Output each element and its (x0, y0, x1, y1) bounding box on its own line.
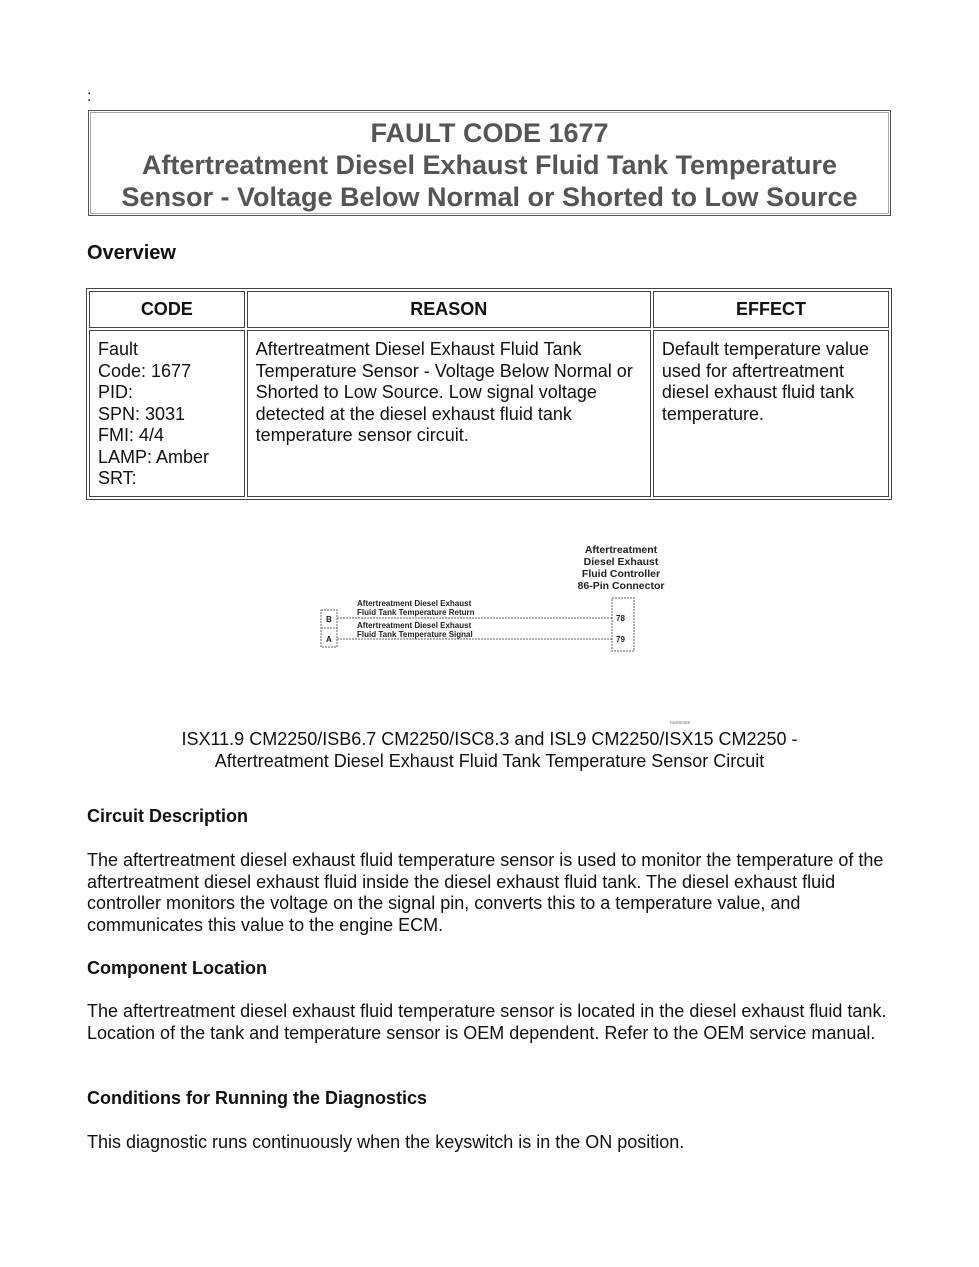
fault-code-title: FAULT CODE 1677 (370, 118, 609, 148)
code-srt: SRT: (98, 468, 137, 488)
figure-id: h6d00459 (670, 720, 691, 725)
page-marker: : (87, 88, 92, 105)
header-effect: EFFECT (653, 291, 889, 328)
code-fmi: FMI: 4/4 (98, 425, 165, 445)
code-pid: PID: (98, 382, 134, 402)
code-number: Code: 1677 (98, 360, 192, 381)
wire-return-label-1: Aftertreatment Diesel Exhaust (357, 599, 472, 608)
fault-description-line-1: Aftertreatment Diesel Exhaust Fluid Tank Temperature (141, 150, 838, 180)
overview-table (86, 288, 892, 500)
code-cell (89, 330, 245, 497)
component-location-text: The aftertreatment diesel exhaust fluid temperature sensor is located in the diesel exhaust fluid tank. Location of the tank and temperature sensor is OEM dependent. Refer to the OEM service manual. (87, 1001, 887, 1043)
effect-cell: Default temperature value used for aftertreatment diesel exhaust fluid tank temperature. (653, 330, 889, 497)
circuit-diagram (300, 540, 720, 730)
caption-line-1: ISX11.9 CM2250/ISB6.7 CM2250/ISC8.3 and ISL9 CM2250/ISX15 CM2250 - (181, 729, 798, 749)
overview-heading: Overview (87, 242, 176, 264)
pin-a-label: A (326, 635, 332, 644)
pin-78-label: 78 (616, 614, 625, 623)
pin-79-label: 79 (616, 635, 625, 644)
code-fault: Fault (98, 339, 139, 359)
table-header-row (89, 291, 889, 328)
conditions-heading: Conditions for Running the Diagnostics (87, 1088, 427, 1108)
connector-title-4: 86-Pin Connector (577, 580, 665, 592)
circuit-description-heading: Circuit Description (87, 806, 249, 826)
circuit-description-text: The aftertreatment diesel exhaust fluid temperature sensor is used to monitor the temperature of the aftertreatment diesel exhaust fluid inside the diesel exhaust fluid tank. The diesel exhaust fluid controller monitors the voltage on the signal pin, converts this to a temperature value, and communicates this value to the engine ECM. (87, 850, 884, 935)
header-code: CODE (89, 291, 245, 328)
conditions-text: This diagnostic runs continuously when the keyswitch is in the ON position. (87, 1132, 685, 1152)
wire-signal-label-2: Fluid Tank Temperature Signal (357, 630, 473, 639)
code-spn: SPN: 3031 (98, 403, 186, 424)
fault-description-line-2: Sensor - Voltage Below Normal or Shorted to Low Source (121, 182, 858, 212)
caption-line-2: Aftertreatment Diesel Exhaust Fluid Tank Temperature Sensor Circuit (214, 750, 765, 771)
table-row (89, 330, 889, 497)
pin-b-label: B (326, 615, 332, 624)
fault-code-title-box (88, 110, 891, 216)
wire-return-label-2: Fluid Tank Temperature Return (357, 608, 475, 617)
header-reason: REASON (247, 291, 651, 328)
connector-title-2: Diesel Exhaust (583, 556, 659, 568)
code-lamp: LAMP: Amber (98, 446, 210, 467)
wire-signal-label-1: Aftertreatment Diesel Exhaust (357, 621, 472, 630)
connector-title-1: Aftertreatment (584, 544, 658, 556)
reason-cell: Aftertreatment Diesel Exhaust Fluid Tank Temperature Sensor - Voltage Below Normal or Shorted to Low Source. Low signal voltage detected at the diesel exhaust fluid tank temperature sensor circuit. (247, 330, 651, 497)
connector-title-3: Fluid Controller (581, 568, 661, 580)
figure-caption (100, 729, 879, 772)
component-location-heading: Component Location (87, 958, 267, 978)
